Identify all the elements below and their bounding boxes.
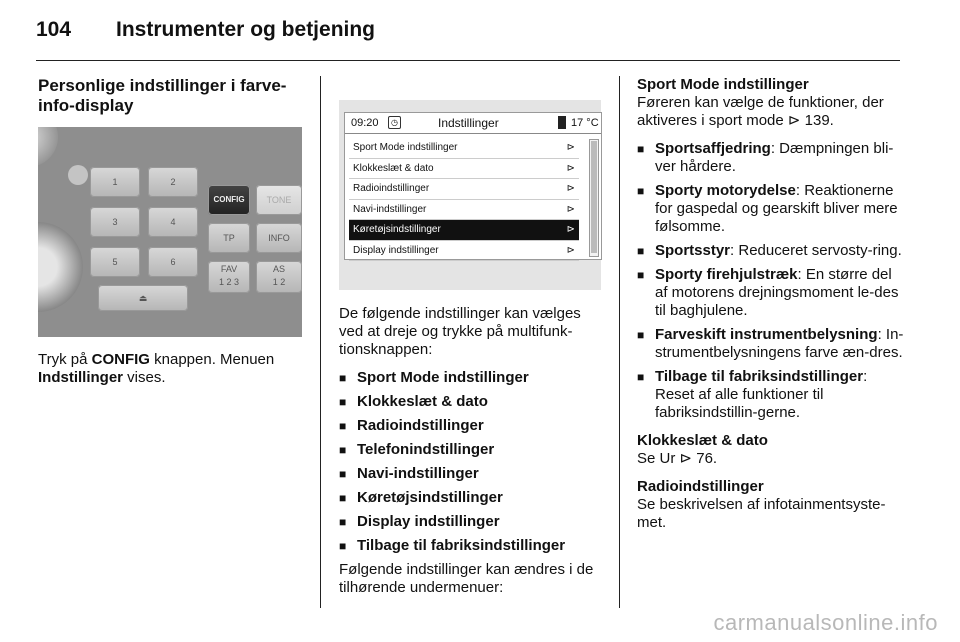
preset-button-3: 3	[90, 207, 140, 237]
menu-term: Indstillinger	[38, 369, 124, 386]
menu-row: Sport Mode indstillinger ⊳	[349, 138, 579, 159]
volume-knob	[38, 127, 58, 167]
tp-button: TP	[208, 223, 250, 253]
column-1	[38, 76, 300, 126]
menu-row: Display indstillinger ⊳	[349, 241, 579, 262]
column-divider-1	[320, 76, 321, 608]
arrow-icon: ⊳	[566, 224, 575, 235]
outro-paragraph: Følgende indstillinger kan ændres i de tilhørende undermenuer:	[339, 561, 594, 596]
as-button: AS 1 2	[256, 261, 302, 293]
page-title: Instrumenter og betjening	[116, 18, 376, 41]
instruction-paragraph: Tryk på CONFIG knappen. Menuen Indstillinger vises.	[38, 351, 275, 386]
list-item: ■ Sportsstyr: Reduceret servosty-ring.	[637, 242, 905, 260]
list-item: ■ Telefonindstillinger	[339, 441, 601, 459]
list-item: ■ Tilbage til fabriksindstillinger: Reset af alle funktioner til fabriksindstillin-gerne.	[637, 368, 905, 422]
menu-row-selected: Køretøjsindstillinger ⊳	[349, 220, 579, 241]
clock-icon: ◷	[388, 116, 401, 129]
list-item: ■ Sportsaffjedring: Dæmpningen bli-ver hårdere.	[637, 140, 905, 176]
tone-button: TONE	[256, 185, 302, 215]
screen-time: 09:20	[351, 117, 379, 129]
column-2-text	[339, 305, 601, 597]
list-item: ■ Navi-indstillinger	[339, 465, 601, 483]
arrow-icon: ⊳	[566, 203, 575, 215]
preset-button-4: 4	[148, 207, 198, 237]
clock-section	[637, 432, 905, 468]
column-1-text	[38, 351, 300, 387]
arrow-icon: ⊳	[566, 162, 575, 174]
intro-paragraph: De følgende indstillinger kan vælges ved at dreje og trykke på multifunk-tionsknappen:	[339, 305, 581, 358]
thermometer-icon	[558, 116, 566, 129]
list-item: ■ Sport Mode indstillinger	[339, 369, 601, 387]
display-illustration	[339, 100, 601, 290]
screen-title: Indstillinger	[438, 116, 499, 130]
list-item: ■ Display indstillinger	[339, 513, 601, 531]
screen-menu	[349, 138, 579, 261]
watermark: carmanualsonline.info	[713, 610, 938, 635]
arrow-icon: ⊳	[566, 142, 575, 153]
settings-screen	[344, 112, 602, 260]
radio-heading: Radioindstillinger	[637, 478, 764, 495]
list-item: ■ Radioindstillinger	[339, 417, 601, 435]
preset-button-2: 2	[148, 167, 198, 197]
info-button: INFO	[256, 223, 302, 253]
header-divider	[36, 60, 900, 61]
list-item: ■ Farveskift instrumentbelysning: In-strumentbelysningens farve æn-dres.	[637, 326, 905, 362]
control-panel-photo	[38, 127, 302, 337]
config-button: CONFIG	[208, 185, 250, 215]
list-item: ■ Sporty firehjulstræk: En større del af motorens drejningsmoment le-des til baghjulene.	[637, 266, 905, 320]
preset-button-5: 5	[90, 247, 140, 277]
settings-list	[339, 369, 601, 555]
eject-icon: ⏏	[98, 285, 188, 311]
sport-intro: Føreren kan vælge de funktioner, der aktiveres i sport mode ⊳ 139.	[637, 94, 884, 129]
preset-button-6: 6	[148, 247, 198, 277]
list-item: ■ Klokkeslæt & dato	[339, 393, 601, 411]
page-header	[36, 18, 916, 50]
column-3	[637, 76, 905, 542]
list-item: ■ Køretøjsindstillinger	[339, 489, 601, 507]
screen-status-bar	[345, 113, 601, 134]
screen-temperature: 17 °C	[571, 117, 599, 129]
multifunction-knob	[38, 222, 83, 312]
radio-text: Se beskrivelsen af infotainmentsyste-met.	[637, 496, 886, 531]
menu-row: Radioindstillinger ⊳	[349, 179, 579, 200]
menu-row: Navi-indstillinger ⊳	[349, 200, 579, 221]
preset-button-1: 1	[90, 167, 140, 197]
menu-row: Klokkeslæt & dato ⊳	[349, 159, 579, 180]
fav-button: FAV 1 2 3	[208, 261, 250, 293]
sport-heading: Sport Mode indstillinger	[637, 76, 809, 93]
radio-section	[637, 478, 905, 532]
arrow-icon: ⊳	[566, 183, 575, 194]
clock-heading: Klokkeslæt & dato	[637, 432, 768, 449]
clock-text: Se Ur ⊳ 76.	[637, 450, 718, 467]
sport-feature-list	[637, 140, 905, 422]
section-heading: Personlige indstillinger i farve-info-display	[38, 76, 287, 115]
arrow-icon: ⊳	[566, 244, 575, 256]
list-item: ■ Tilbage til fabriksindstillinger	[339, 537, 601, 555]
page-number: 104	[36, 18, 72, 41]
config-term: CONFIG	[91, 351, 150, 368]
power-icon	[68, 165, 88, 185]
column-divider-2	[619, 76, 620, 608]
list-item: ■ Sporty motorydelse: Reaktionerne for gaspedal og gearskift bliver mere følsomme.	[637, 182, 905, 236]
screen-scrollbar	[589, 139, 599, 257]
